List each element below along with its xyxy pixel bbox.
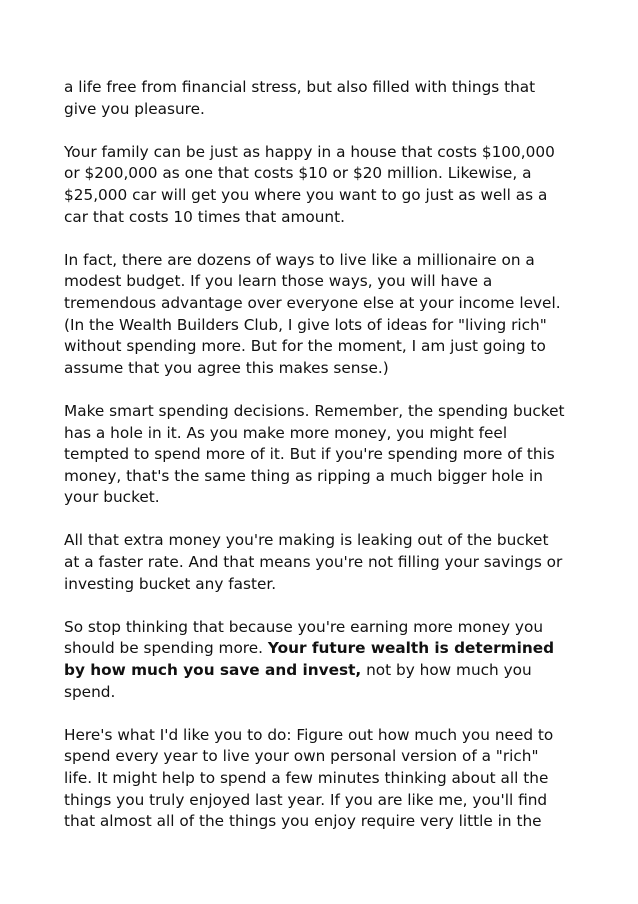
- text-run: not by how much you: [361, 661, 532, 680]
- text-line: Make smart spending decisions. Remember, the spending bucket: [64, 401, 565, 420]
- text-line: All that extra money you're making is leaking out of the bucket: [64, 531, 549, 550]
- text-line: your bucket.: [64, 488, 160, 507]
- text-line: at a faster rate. And that means you're not filling your savings or: [64, 553, 563, 572]
- text-line-mixed: [64, 638, 628, 660]
- text-line: In fact, there are dozens of ways to live like a millionaire on a: [64, 250, 535, 269]
- text-line: has a hole in it. As you make more money, you might feel: [64, 423, 508, 442]
- text-line: tempted to spend more of it. But if you're spending more of this: [64, 445, 555, 464]
- paragraph-extra-money: [64, 530, 628, 595]
- text-line: modest budget. If you learn those ways, you will have a: [64, 272, 493, 291]
- text-line: a life free from financial stress, but also filled with things that: [64, 78, 536, 96]
- text-line: that almost all of the things you enjoy require very little in the: [64, 812, 542, 831]
- text-line: spend every year to live your own personal version of a "rich": [64, 747, 539, 766]
- text-line: money, that's the same thing as ripping a much bigger hole in: [64, 466, 543, 485]
- paragraph-house-car: [64, 142, 628, 228]
- emphasis-text: by how much you save and invest,: [64, 661, 362, 680]
- text-line: assume that you agree this makes sense.): [64, 358, 389, 377]
- paragraph-future-wealth: [64, 617, 628, 703]
- emphasis-text: Your future wealth is determined: [267, 639, 555, 658]
- text-line: give you pleasure.: [64, 99, 205, 118]
- text-run: should be spending more.: [64, 639, 268, 658]
- text-line: life. It might help to spend a few minutes thinking about all the: [64, 769, 549, 787]
- text-line-mixed: [64, 660, 628, 682]
- text-line: Your family can be just as happy in a house that costs $100,000: [64, 142, 555, 161]
- paragraph-modest-budget: [64, 250, 628, 380]
- text-line: things you truly enjoyed last year. If you are like me, you'll find: [64, 790, 548, 809]
- text-line: investing bucket any faster.: [64, 574, 277, 593]
- paragraph-rich-life: [64, 725, 628, 833]
- text-line: (In the Wealth Builders Club, I give lots of ideas for "living rich": [64, 315, 547, 334]
- paragraph-pleasure: [64, 77, 628, 120]
- text-line: tremendous advantage over everyone else at your income level.: [64, 293, 561, 312]
- text-line: spend.: [64, 682, 116, 701]
- text-line: or $200,000 as one that costs $10 or $20 million. Likewise, a: [64, 164, 532, 183]
- text-line: car that costs 10 times that amount.: [64, 207, 345, 226]
- text-line: So stop thinking that because you're earning more money you: [64, 617, 544, 636]
- text-line: Here's what I'd like you to do: Figure out how much you need to: [64, 725, 554, 744]
- text-line: $25,000 car will get you where you want to go just as well as a: [64, 185, 548, 204]
- text-line: without spending more. But for the moment, I am just going to: [64, 337, 546, 356]
- paragraph-spending-decisions: [64, 401, 628, 509]
- body-text: [64, 77, 628, 854]
